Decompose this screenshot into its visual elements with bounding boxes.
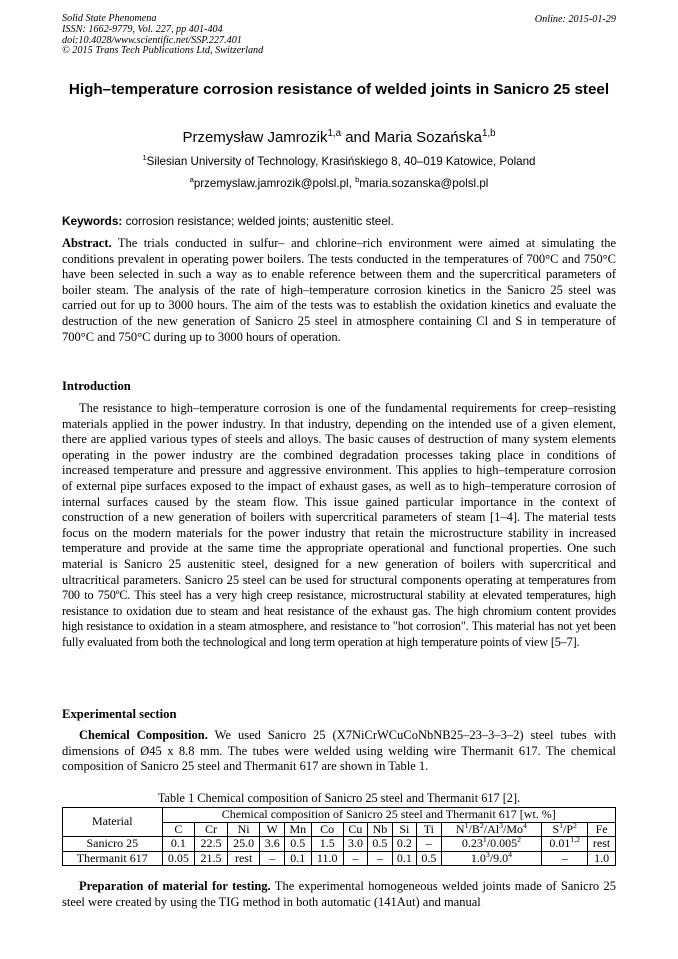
- journal-header: [62, 14, 263, 57]
- introduction-text-1: The resistance to high–temperature corrosion is one of the fundamental requirements for creep–resisting materials applied in the power industry. In that industry, depending on the intended use of a given element, there are applied various types of steels and alloys. The basic causes of destruction of many system elements operating in the power industry are the combined degradation processes taking place in conditions of increased temperature and pressure and aggressive environment. This applies to high–temperature corrosion of external pipe surfaces exposed to the impact of exhaust gases, as well as to high–temperature corrosion of internal surfaces caused by the steam flow. This issue gained particular importance in the context of construction of a new generation of boilers with supercritical parameters of steam [1–4]. The material tests focus on the modern materials for the power industry that retain the microstructure stability in increased temperature and provide at the same time the appropriate operational and functional properties. One such material is Sanicro 25 austenitic steel, designed for a new generation of boilers with supercritical and ultracritical parameters. Sanicro 25 steel can be used for structural components operating at: [62, 401, 616, 587]
- email-b[interactable]: maria.sozanska@polsl.pl: [359, 177, 489, 190]
- abstract: [62, 236, 616, 345]
- table-cell: 11.0: [311, 851, 343, 866]
- affiliation-text: Silesian University of Technology, Krasińskiego 8, 40–019 Katowice, Poland: [146, 155, 536, 168]
- copyright: © 2015 Trans Tech Publications Ltd, Switzerland: [62, 45, 264, 57]
- table-cell: 22.5: [195, 837, 228, 852]
- element-header: Mn: [284, 822, 311, 837]
- material-name: Sanicro 25: [63, 837, 163, 852]
- table-cell: 0.05: [162, 851, 195, 866]
- table-cell: 0.5: [284, 837, 311, 852]
- element-header: Nb: [368, 822, 392, 837]
- element-header: Cr: [195, 822, 228, 837]
- introduction-paragraph: [62, 401, 616, 651]
- email-a-marker: a: [189, 175, 194, 185]
- table-row: [63, 837, 616, 852]
- s-p-header: $S^1/P^2$: [542, 822, 588, 837]
- table-cell: 0.1: [392, 851, 416, 866]
- element-header: Ti: [417, 822, 441, 837]
- table-cell: 0.5: [368, 837, 392, 852]
- email-a[interactable]: przemyslaw.jamrozik@polsl.pl: [193, 177, 349, 190]
- table-cell: 1.0: [588, 851, 616, 866]
- table-cell: 1.5: [311, 837, 343, 852]
- preparation-paragraph: [62, 879, 616, 910]
- prep-text: The experimental homogeneous welded joints made of Sanicro 25 steel were created by using the TIG method in both automatic (141Aut) and manual: [62, 879, 616, 909]
- issn: ISSN: 1662-9779, Vol. 227, pp 401-404: [62, 23, 223, 35]
- chemical-composition-paragraph: [62, 728, 616, 775]
- abstract-label: Abstract.: [62, 236, 112, 250]
- keywords-text: corrosion resistance; welded joints; austenitic steel.: [122, 214, 394, 228]
- element-header: C: [162, 822, 195, 837]
- fe-header: Fe: [588, 822, 616, 837]
- table-cell: 0.1: [162, 837, 195, 852]
- element-header: W: [260, 822, 284, 837]
- online-date: Online: 2015-01-29: [534, 14, 616, 25]
- table-cell: 21.5: [195, 851, 228, 866]
- introduction-text-2: temperatures from 700 to 750ºC. This steel has a very high creep resistance, microstructural stability at elevated temperatures, high resistance to oxidation due to steam and heat resistance of the exhaust gas. The high chromium content provides high resistance to oxidation in a steam atmosphere, and resistance to "hot corrosion". This material has not yet been fully evaluated from both the technological and long term operation at high temperature points of view [5–7].: [62, 572, 616, 649]
- table-row: [63, 851, 616, 866]
- element-header: Co: [311, 822, 343, 837]
- chem-label: Chemical Composition.: [79, 728, 208, 742]
- table-cell: –: [542, 851, 588, 866]
- table-cell: 3.6: [260, 837, 284, 852]
- table-cell: rest: [588, 837, 616, 852]
- table-cell: rest: [227, 851, 260, 866]
- paper-title: High–temperature corrosion resistance of welded joints in Sanicro 25 steel: [68, 81, 610, 98]
- author-1-affil: 1,a: [327, 128, 342, 139]
- table-cell: 25.0: [227, 837, 260, 852]
- table-cell: 0.1: [284, 851, 311, 866]
- authors: [62, 129, 616, 146]
- introduction-heading: Introduction: [62, 379, 131, 393]
- author-1: Przemysław Jamrozik: [182, 129, 328, 146]
- experimental-heading: Experimental section: [62, 707, 177, 721]
- chem-text: We used Sanicro 25 (X7NiCrWCuCoNbNB25–23–3–3–2) steel tubes with dimensions of Ø45 x 8.8 mm. The tubes were welded using welding wire Thermanit 617. The chemical composition of Sanicro 25 steel and Thermanit 617 are shown in Table 1.: [62, 728, 617, 774]
- table-cell: $1.0^3/9.0^4$: [441, 851, 542, 866]
- table-caption: Table 1 Chemical composition of Sanicro 25 steel and Thermanit 617 [2].: [157, 791, 521, 805]
- authors-and: and: [341, 129, 375, 146]
- email-b-marker: b: [355, 175, 360, 185]
- table-cell: –: [368, 851, 392, 866]
- chemical-composition-table: [62, 807, 616, 866]
- material-name: Thermanit 617: [63, 851, 163, 866]
- author-2: Maria Sozańska: [374, 129, 482, 146]
- author-2-affil: 1,b: [481, 128, 496, 139]
- keywords-label: Keywords:: [62, 214, 123, 228]
- material-header: Material: [63, 808, 163, 837]
- affiliation-marker: 1: [142, 153, 147, 163]
- table-cell: 3.0: [343, 837, 367, 852]
- affiliation: [62, 155, 616, 168]
- element-header: Ni: [227, 822, 260, 837]
- table-header-row: [63, 808, 616, 823]
- journal-name: Solid State Phenomena: [62, 13, 157, 24]
- composition-group-header: Chemical composition of Sanicro 25 steel and Thermanit 617 [wt. %]: [162, 808, 615, 823]
- element-header: Si: [392, 822, 416, 837]
- table-cell: 0.5: [417, 851, 441, 866]
- abstract-text: The trials conducted in sulfur– and chlorine–rich environment were aimed at simulating the conditions prevalent in operating power boilers. The tests conducted in the temperatures of 700°C and 750°C have been selected in such a way as to enable reference between them and the supercritical parameters of boiler steam. The analysis of the rate of high–temperature corrosion kinetics in the Sanicro 25 steel was carried out for up to 3000 hours. The aim of the tests was to establish the oxidation kinetics and evaluate the destruction of the new generation of Sanicro 25 steel in atmosphere containing Cl and S in temperature of 700°C and 750°C during up to 3000 hours of operation.: [62, 236, 616, 344]
- table-cell: –: [417, 837, 441, 852]
- element-header: Cu: [343, 822, 367, 837]
- table-cell: 0.01$^{1,2}$: [542, 837, 588, 852]
- author-emails: [62, 177, 616, 190]
- prep-label: Preparation of material for testing.: [79, 879, 271, 893]
- table-cell: –: [260, 851, 284, 866]
- table-cell: 0.23$^1$/0.005$^2$: [441, 837, 542, 852]
- keywords: [62, 214, 616, 228]
- table-cell: 0.2: [392, 837, 416, 852]
- email-separator: ,: [348, 177, 356, 190]
- table-cell: –: [343, 851, 367, 866]
- doi[interactable]: doi:10.4028/www.scientific.net/SSP.227.401: [62, 34, 242, 46]
- n-b-al-mo-header: $N^1/B^2/Al^3/Mo^4$: [441, 822, 542, 837]
